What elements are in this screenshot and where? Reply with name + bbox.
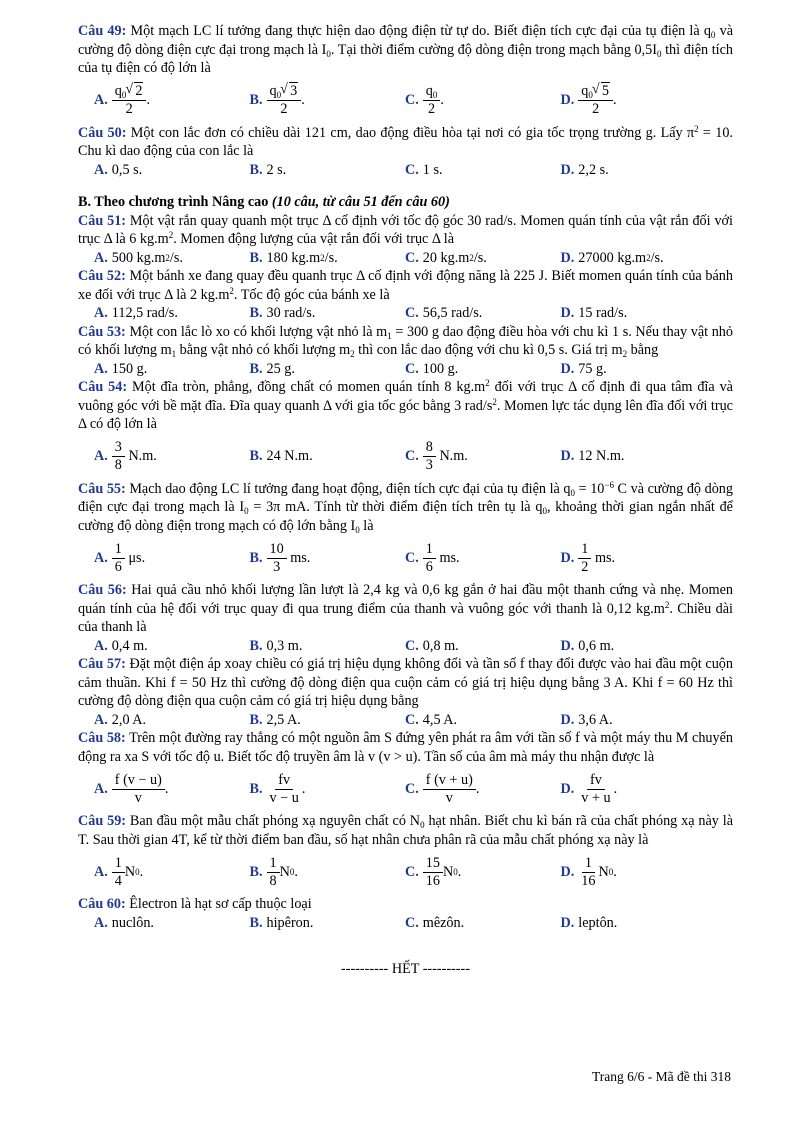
question-57: Câu 57: Đặt một điện áp xoay chiều có giá trị hiệu dụng không đổi và tần số f thay đổi được vào hai đầu một cuộn cảm thuần. Khi f = 50 Hz thì cường độ dòng điện qua cuộn cảm có giá trị hiệu dụng bằng 3 A. Khi f = 60 Hz thì cường độ dòng điện qua cuộn cảm có giá trị hiệu dụng bằng (78, 656, 733, 709)
options-59 (78, 849, 733, 895)
end-marker: ---------- HẾT ---------- (341, 961, 470, 977)
option-b[interactable]: B. $\frac{q_0√ 3}{2}$ . (250, 78, 406, 124)
option-a[interactable]: A. $\frac{1}{6}$ μs. (94, 540, 146, 575)
option-c[interactable]: C. 20 kg.m 2 /s. (405, 249, 487, 266)
option-b[interactable]: B. 30 rad/s. (249, 305, 316, 321)
question-number: Câu 53: (78, 323, 126, 340)
option-c[interactable]: C. $\frac{f (v + u)}{v}$ . (405, 771, 480, 806)
option-c[interactable]: C. $\frac{1}{6}$ ms. (405, 540, 460, 575)
option-a[interactable]: A. $\frac{q_0√ 2}{2}$ . (94, 78, 250, 124)
options-60 (78, 914, 733, 933)
question-number: Câu 57: (78, 656, 126, 672)
question-50: Câu 50: Một con lắc đơn có chiều dài 121 cm, dao động điều hòa tại nơi có gia tốc trọng trường g. Lấy $\pi^2 = 10$. Chu kì dao động của con lắc là (78, 123, 733, 159)
option-b[interactable]: B. $\frac{fv}{v - u}$ . (249, 771, 306, 806)
question-56: Câu 56: Hai quả cầu nhỏ khối lượng lần lượt là 2,4 kg và 0,6 kg gắn ở hai đầu một thanh cứng và nhẹ. Momen quán tính của hệ đối với trục quay đi qua trung điểm của thanh và vuông góc với thanh là 0,12 $kg.m^2$. Chiều dài của thanh là (78, 582, 733, 635)
option-c[interactable]: C. 0,8 m. (405, 637, 459, 654)
option-a[interactable]: A. $\frac{1}{4}$ N 0 . (94, 854, 144, 889)
question-number: Câu 51: (78, 212, 127, 229)
question-53: Câu 53: Một con lắc lò xo có khối lượng vật nhỏ là $m_1 = 300$ g dao động điều hòa với chu kì 1 s. Nếu thay vật nhỏ có khối lượng $m_1$ bằng vật nhỏ có khối lượng $m_2$ thì con lắc dao động với chu kì 0,5 s. Giá trị $m_2$ bằng (78, 323, 733, 359)
sqrt-symbol: √ 3 (282, 83, 298, 100)
options-57 (78, 711, 733, 730)
question-number: Câu 52: (78, 268, 126, 284)
question-number: Câu 55: (78, 480, 126, 497)
option-d[interactable]: D. 27000 kg.m 2 /s. (560, 249, 664, 266)
option-c[interactable]: C. $\frac{8}{3}$ N.m. (405, 439, 468, 473)
page-footer: Trang 6/6 - Mã đề thi 318 (592, 1069, 731, 1084)
option-d[interactable]: D. 3,6 A. (560, 711, 613, 728)
option-b[interactable]: B. 0,3 m. (249, 637, 303, 654)
question-number: Câu 54: (78, 379, 128, 395)
options-55 (78, 535, 733, 581)
question-60: Câu 60: Êlectron là hạt sơ cấp thuộc loại (78, 896, 312, 912)
option-d[interactable]: D. $\frac{q_0√ 5}{2}$ . (561, 78, 717, 124)
option-d[interactable]: D. 0,6 m. (560, 637, 615, 654)
option-d[interactable]: D. $\frac{1}{16}$ N 0 . (560, 854, 617, 889)
options-50 (78, 161, 733, 180)
options-49 (78, 78, 733, 124)
question-58: Câu 58: Trên một đường ray thẳng có một nguồn âm S đứng yên phát ra âm với tần số f và một máy thu M chuyển động ra xa S với tốc độ u. Biết tốc độ truyền âm là v (v > u). Tần số của âm mà máy thu nhận được là (78, 730, 733, 765)
question-number: Câu 58: (78, 730, 126, 746)
option-c[interactable]: C. 56,5 rad/s. (405, 305, 483, 321)
option-a[interactable]: A. 500 kg.m 2 /s. (94, 249, 183, 266)
option-c[interactable]: C. 100 g. (405, 360, 459, 377)
option-a[interactable]: A. $\frac{f (v - u)}{v}$ . (94, 771, 169, 806)
option-d[interactable]: D. 12 N.m. (560, 448, 625, 465)
options-56 (78, 637, 733, 656)
question-54: Câu 54: Một đĩa tròn, phẳng, đồng chất có momen quán tính 8 $kg.m^2$ đối với trục Δ cố định đi qua tâm đĩa và vuông góc với bề mặt đĩa. Đĩa quay quanh Δ với gia tốc góc bằng 3 rad/$s^2$. Momen lực tác dụng lên đĩa đối với trục Δ có độ lớn là (78, 378, 733, 432)
option-b[interactable]: B. 25 g. (249, 360, 295, 377)
option-c[interactable]: C. 4,5 A. (405, 711, 458, 728)
question-number: Câu 60: (78, 896, 126, 912)
options-52 (78, 304, 733, 323)
option-c[interactable]: C. $\frac{q_0}{2}$ . (405, 83, 444, 117)
option-a[interactable]: A. 0,4 m. (94, 637, 148, 654)
option-c[interactable]: C. 1 s. (405, 161, 443, 178)
question-52: Câu 52: Một bánh xe đang quay đều quanh trục Δ cố định với động năng là 225 J. Biết momen quán tính của bánh xe đối với trục Δ là 2 $kg.m^2$. Tốc độ góc của bánh xe là (78, 268, 733, 303)
question-59: Câu 59: Ban đầu một mẫu chất phóng xạ nguyên chất có $N_0$ hạt nhân. Biết chu kì bán rã của chất phóng xạ này là T. Sau thời gian 4T, kể từ thời điểm ban đầu, số hạt nhân chưa phân rã của mẫu chất phóng xạ này là (78, 813, 734, 848)
option-a[interactable]: A. 112,5 rad/s. (94, 305, 178, 321)
options-58 (78, 766, 733, 812)
sqrt-symbol: √ 2 (127, 83, 143, 100)
option-a[interactable]: A. nuclôn. (94, 914, 154, 931)
options-51 (78, 249, 733, 268)
options-54 (78, 434, 733, 480)
sqrt-symbol: √ 5 (594, 83, 610, 100)
option-b[interactable]: B. hipêron. (249, 914, 314, 931)
option-d[interactable]: D. leptôn. (560, 914, 618, 931)
question-number: Câu 59: (78, 813, 127, 829)
question-number: Câu 56: (78, 582, 127, 598)
question-51: Câu 51: Một vật rắn quay quanh một trục Δ cố định với tốc độ góc 30 rad/s. Momen quán tính của vật rắn đối với trục Δ là 6 $kg.m^2$. Momen động lượng của vật rắn đối với trục Δ là (78, 212, 733, 247)
option-c[interactable]: C. mêzôn. (405, 914, 465, 931)
question-55: Câu 55: Mạch dao động LC lí tưởng đang hoạt động, điện tích cực đại của tụ điện là $q_0 = 10^{-6}$ C và cường độ dòng điện cực đại trong mạch là $I_0 = 3\pi$ mA. Tính từ thời điểm điện tích trên tụ là $q_0$, khoảng thời gian ngắn nhất để cường độ dòng điện trong mạch có độ lớn bằng $I_0$ là (78, 479, 733, 535)
option-b[interactable]: B. 2 s. (249, 161, 287, 178)
option-d[interactable]: D. 75 g. (560, 360, 607, 377)
option-d[interactable]: D. 15 rad/s. (560, 305, 628, 321)
option-d[interactable]: D. 2,2 s. (560, 161, 609, 178)
option-b[interactable]: B. 2,5 A. (249, 711, 301, 728)
option-a[interactable]: A. 150 g. (94, 360, 148, 377)
option-b[interactable]: B. 24 N.m. (249, 448, 313, 465)
option-d[interactable]: D. $\frac{1}{2}$ ms. (560, 540, 616, 575)
section-heading: B. Theo chương trình Nâng cao (10 câu, từ câu 51 đến câu 60) (78, 194, 450, 210)
option-b[interactable]: B. $\frac{10}{3}$ ms. (249, 540, 311, 575)
question-number: Câu 49: (78, 23, 127, 39)
option-a[interactable]: A. $\frac{3}{8}$ N.m. (94, 439, 157, 473)
option-a[interactable]: A. 2,0 A. (94, 711, 147, 728)
option-a[interactable]: A. 0,5 s. (94, 161, 143, 178)
option-b[interactable]: B. 180 kg.m 2 /s. (249, 249, 338, 266)
options-53 (78, 360, 733, 379)
option-c[interactable]: C. $\frac{15}{16}$ N 0 . (405, 854, 462, 889)
question-number: Câu 50: (78, 124, 127, 141)
option-d[interactable]: D. $\frac{fv}{v + u}$ . (560, 771, 618, 806)
option-b[interactable]: B. $\frac{1}{8}$ N 0 . (249, 854, 298, 889)
exam-page (78, 22, 733, 993)
question-49: Câu 49: Một mạch LC lí tưởng đang thực hiện dao động điện từ tự do. Biết điện tích cực đại của tụ điện là $q_0$ và cường độ dòng điện cực đại trong mạch là $I_0$. Tại thời điểm cường độ dòng điện trong mạch bằng $0,5I_0$ thì điện tích của tụ điện có độ lớn là (78, 23, 734, 76)
